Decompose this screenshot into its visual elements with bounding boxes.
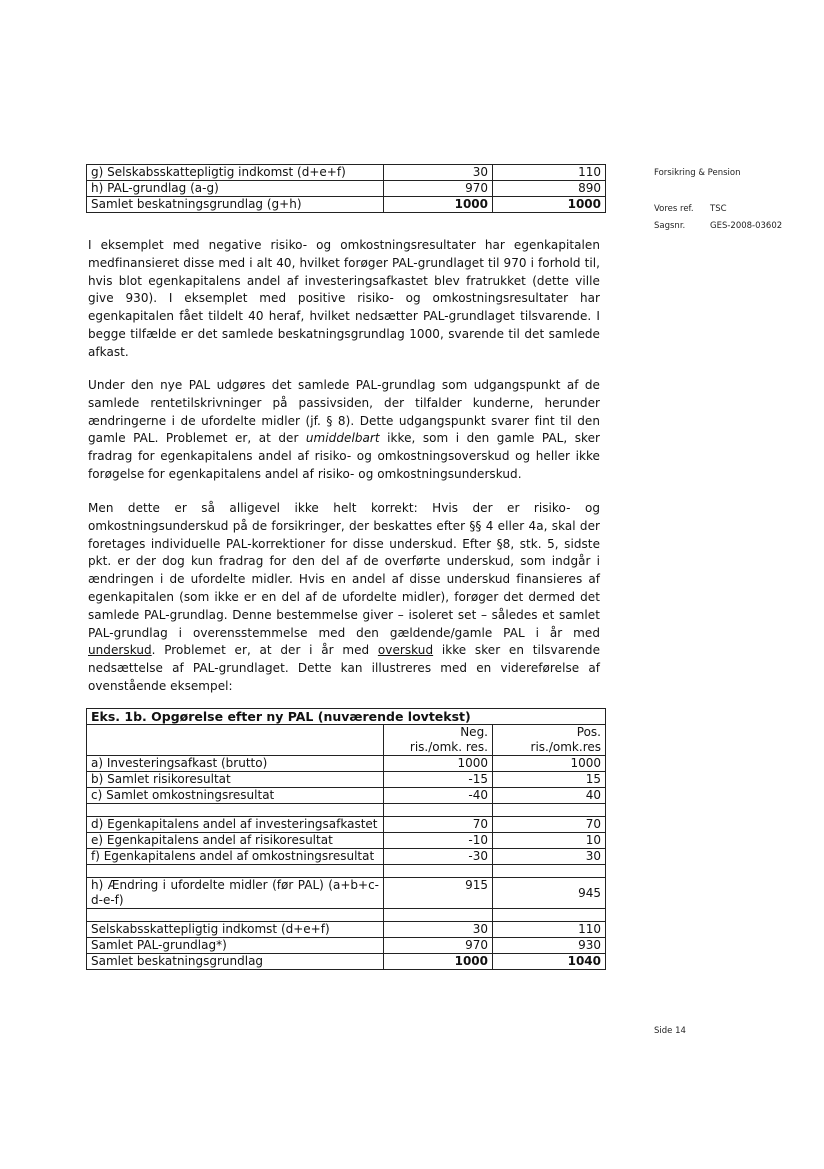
example-1b-table (86, 708, 606, 970)
table-title: Eks. 1b. Opgørelse efter ny PAL (nuværende lovtekst) (87, 709, 606, 725)
row-label: c) Samlet omkostningsresultat (87, 788, 384, 804)
paragraph-2-text-a: Under den nye PAL udgøres det samlede PAL-grundlag som udgangspunkt af de samlede rentetilskrivninger på passivsiden, der tilfalder kunderne, herunder ændringerne i de ufordelte midler (jf. § 8). Dette udgangspunkt svarer fint til den gamle PAL. Problemet er, at der (88, 378, 600, 446)
row-label: Samlet beskatningsgrundlag (87, 954, 384, 970)
neg-value: 30 (384, 922, 493, 938)
row-label: b) Samlet risikoresultat (87, 772, 384, 788)
pos-value: 1040 (493, 954, 606, 970)
neg-value: 970 (384, 181, 493, 197)
row-label: Samlet PAL-grundlag*) (87, 938, 384, 954)
column-header-neg-line1: Neg. (460, 725, 488, 739)
pos-value: 110 (493, 165, 606, 181)
pos-value: 40 (493, 788, 606, 804)
column-header-row (87, 725, 606, 756)
paragraph-3-underline-2: overskud (377, 643, 434, 658)
neg-value: 970 (384, 938, 493, 954)
row-label: Selskabsskattepligtig indkomst (d+e+f) (87, 922, 384, 938)
column-header-neg-line2: ris./omk. res. (409, 740, 488, 754)
paragraph-3-text-b: . Problemet er, at der i år med (151, 643, 378, 658)
table-row (87, 922, 606, 938)
neg-value: 1000 (384, 756, 493, 772)
pos-value: 1000 (493, 756, 606, 772)
spacer-row (87, 804, 606, 817)
paragraph-3-text-c: ikke sker en tilsvarende nedsættelse af PAL-grundlaget. Dette kan illustreres med en videreførelse af ovenstående eksempel: (88, 643, 601, 693)
paragraph-3-text-a: Men dette er så alligevel ikke helt korrekt: Hvis der er risiko- og omkostningsunderskud på de forsikringer, der beskattes efter §§ 4 eller 4a, skal der foretages individuelle PAL-korrektioner for disse underskud. Efter §8, stk. 5, sidste pkt. er der dog kun fradrag for den del af de overførte underskud, som indgår i ændringen i de ufordelte midler. Hvis en andel af disse underskud finansieres af egenkapitalen (som ikke er en del af de ufordelte midler), forøger det dermed det samlede PAL-grundlag. Denne bestemmelse giver – isoleret set – således et samlet PAL-grundlag i overensstemmelse med den gældende/gamle PAL i år med (88, 501, 600, 640)
row-label: Samlet beskatningsgrundlag (g+h) (87, 197, 384, 213)
column-header-pos (493, 725, 606, 756)
pos-value: 70 (493, 817, 606, 833)
table-row (87, 197, 606, 213)
row-label: h) PAL-grundlag (a-g) (87, 181, 384, 197)
table-row (87, 772, 606, 788)
neg-value: -15 (384, 772, 493, 788)
spacer-row (87, 865, 606, 878)
reference-line (654, 204, 727, 214)
paragraph-2 (88, 377, 600, 484)
table-row (87, 165, 606, 181)
neg-value: -30 (384, 849, 493, 865)
paragraph-2-emphasis: umiddelbart (305, 431, 380, 446)
column-header-pos-line2: ris./omk.res (530, 740, 601, 754)
top-summary-table (86, 164, 606, 213)
table-row (87, 833, 606, 849)
neg-value: 1000 (384, 954, 493, 970)
paragraph-2-text-b: ikke, som i den gamle PAL, sker fradrag for egenkapitalens andel af risiko- og omkostningsoverskud og heller ikke forøgelse for egenkapitalens andel af risiko- og omkostningsunderskud. (88, 431, 601, 481)
case-number-line (654, 221, 782, 231)
row-label: a) Investeringsafkast (brutto) (87, 756, 384, 772)
case-number-label: Sagsnr. (654, 221, 686, 231)
pos-value: 1000 (493, 197, 606, 213)
neg-value: 1000 (384, 197, 493, 213)
table-row (87, 938, 606, 954)
pos-value: 945 (493, 878, 606, 909)
table-row (87, 181, 606, 197)
row-label: f) Egenkapitalens andel af omkostningsresultat (87, 849, 384, 865)
pos-value: 930 (493, 938, 606, 954)
pos-value: 890 (493, 181, 606, 197)
column-header-neg (384, 725, 493, 756)
pos-value: 30 (493, 849, 606, 865)
neg-value: 30 (384, 165, 493, 181)
neg-value: 70 (384, 817, 493, 833)
row-label: g) Selskabsskattepligtig indkomst (d+e+f) (87, 165, 384, 181)
pos-value: 10 (493, 833, 606, 849)
reference-label: Vores ref. (654, 204, 694, 214)
column-header-pos-line1: Pos. (576, 725, 601, 739)
row-label: h) Ændring i ufordelte midler (før PAL) (a+b+c-d-e-f) (87, 878, 384, 909)
paragraph-3-underline-1: underskud (88, 643, 152, 658)
table-row (87, 849, 606, 865)
row-label: d) Egenkapitalens andel af investeringsafkastet (87, 817, 384, 833)
table-row (87, 756, 606, 772)
org-name: Forsikring & Pension (654, 168, 741, 178)
reference-value: TSC (710, 204, 727, 214)
table-row (87, 788, 606, 804)
paragraph-1: I eksemplet med negative risiko- og omkostningsresultater har egenkapitalen medfinansieret disse med i alt 40, hvilket forøger PAL-grundlaget til 970 i forhold til, hvis blot egenkapitalens andel af investeringsafkastet blev fratrukket (dette ville give 930). I eksemplet med positive risiko- og omkostningsresultater har egenkapitalen fået tildelt 40 heraf, hvilket nedsætter PAL-grundlaget tilsvarende. I begge tilfælde er det samlede beskatningsgrundlag 1000, svarende til det samlede afkast. (88, 238, 600, 359)
spacer-row (87, 909, 606, 922)
row-label: e) Egenkapitalens andel af risikoresultat (87, 833, 384, 849)
table-row (87, 878, 606, 909)
pos-value: 110 (493, 922, 606, 938)
page-number: Side 14 (654, 1026, 686, 1036)
table-row (87, 954, 606, 970)
table-title-row (87, 709, 606, 725)
case-number-value: GES-2008-03602 (710, 221, 783, 231)
header-blank (87, 725, 384, 756)
paragraph-3 (88, 500, 600, 696)
pos-value: 15 (493, 772, 606, 788)
neg-value: 915 (384, 878, 493, 909)
table-row (87, 817, 606, 833)
neg-value: -10 (384, 833, 493, 849)
neg-value: -40 (384, 788, 493, 804)
